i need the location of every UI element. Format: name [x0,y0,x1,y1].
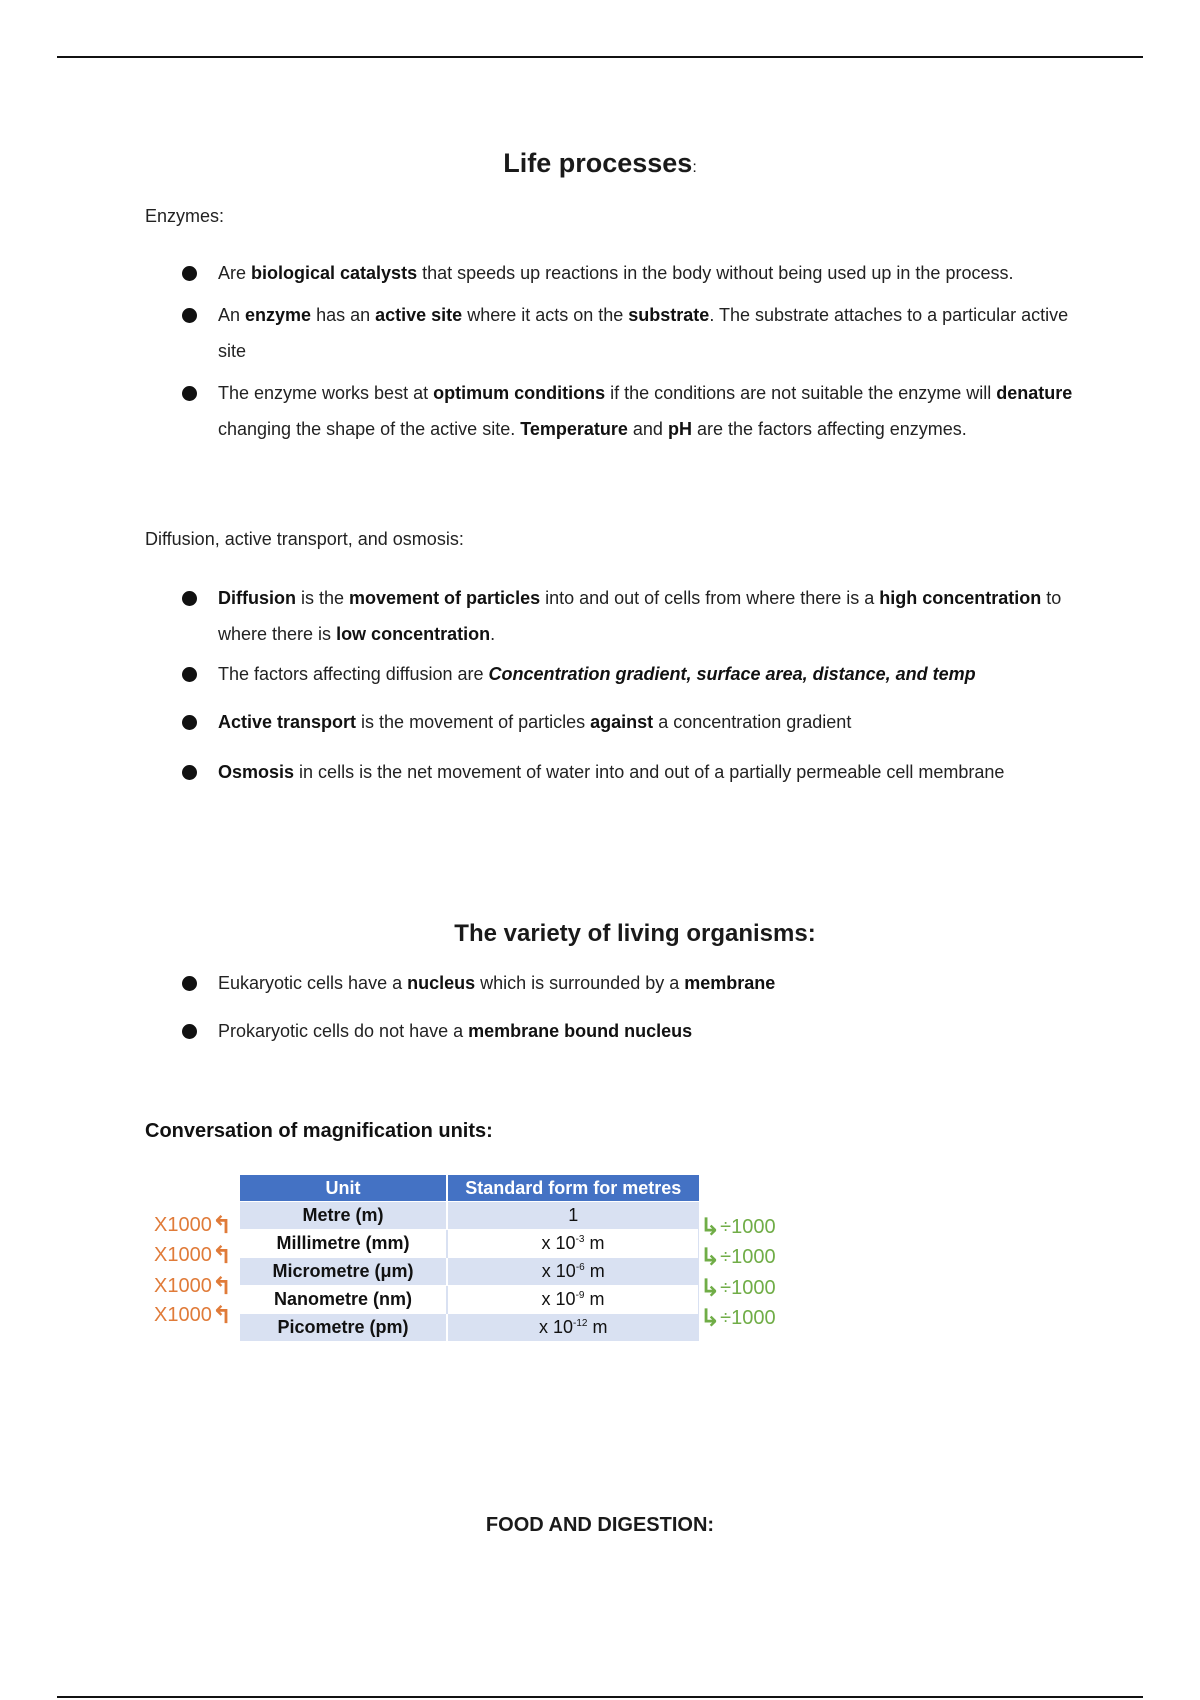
divide-annotation: ↳÷1000 [700,1214,776,1241]
list-item: Are biological catalysts that speeds up reactions in the body without being used up in the process. [182,255,1082,291]
divide-annotation: ↳÷1000 [700,1275,776,1302]
enzymes-list [182,255,1082,447]
units-heading: Conversation of magnification units: [145,1120,493,1142]
list-item: Diffusion is the movement of particles into and out of cells from where there is a high concentration to where there is low concentration. [182,580,1082,652]
top-rule [57,56,1143,58]
multiply-annotation: X1000↰ [154,1273,232,1300]
bottom-rule [57,1696,1143,1698]
curved-arrow-icon: ↳ [700,1275,721,1302]
list-item: Osmosis in cells is the net movement of water into and out of a partially permeable cell membrane [182,754,1082,790]
value-cell: x $10^{-3}$ m [447,1230,699,1258]
unit-cell: Millimetre (mm) [240,1230,447,1258]
column-header-standard: Standard form for metres [447,1175,699,1202]
list-item: The enzyme works best at optimum conditions if the conditions are not suitable the enzyme will denature changing the shape of the active site. Temperature and pH are the factors affecting enzymes. [182,375,1082,447]
value-cell: x $10^{-12}$ m [447,1314,699,1342]
divide-annotation: ↳÷1000 [700,1305,776,1332]
curved-arrow-icon: ↰ [211,1242,232,1269]
diffusion-list [182,580,1082,790]
multiply-annotation: X1000↰ [154,1302,232,1329]
table-row [240,1258,699,1286]
unit-cell: Nanometre (nm) [240,1286,447,1314]
curved-arrow-icon: ↳ [700,1214,721,1241]
unit-cell: Metre (m) [240,1202,447,1230]
value-cell: x $10^{-6}$ m [447,1258,699,1286]
curved-arrow-icon: ↰ [211,1302,232,1329]
multiply-annotation: X1000↰ [154,1242,232,1269]
curved-arrow-icon: ↳ [700,1244,721,1271]
table-row [240,1202,699,1230]
divide-annotation: ↳÷1000 [700,1244,776,1271]
value-cell: 1 [447,1202,699,1230]
unit-cell: Micrometre (μm) [240,1258,447,1286]
column-header-unit: Unit [240,1175,447,1202]
list-item: Eukaryotic cells have a nucleus which is surrounded by a membrane [182,965,1082,1001]
curved-arrow-icon: ↰ [211,1212,232,1239]
list-item: An enzyme has an active site where it acts on the substrate. The substrate attaches to a particular active site [182,297,1082,369]
variety-list [182,965,1082,1049]
value-cell: x $10^{-9}$ m [447,1286,699,1314]
table-row [240,1314,699,1342]
diffusion-label: Diffusion, active transport, and osmosis: [145,529,464,549]
table-row [240,1286,699,1314]
page-title: Life processes: [503,148,697,178]
list-item: The factors affecting diffusion are Concentration gradient, surface area, distance, and temp [182,656,1082,692]
unit-cell: Picometre (pm) [240,1314,447,1342]
units-table [240,1175,699,1341]
curved-arrow-icon: ↰ [211,1273,232,1300]
multiply-annotation: X1000↰ [154,1212,232,1239]
food-title: FOOD AND DIGESTION: [485,1514,715,1536]
list-item: Prokaryotic cells do not have a membrane bound nucleus [182,1013,1082,1049]
table-header-row [240,1175,699,1202]
variety-title: The variety of living organisms: [454,920,816,947]
list-item: Active transport is the movement of particles against a concentration gradient [182,704,1082,740]
table-row [240,1230,699,1258]
curved-arrow-icon: ↳ [700,1305,721,1332]
enzymes-label: Enzymes: [145,206,225,226]
